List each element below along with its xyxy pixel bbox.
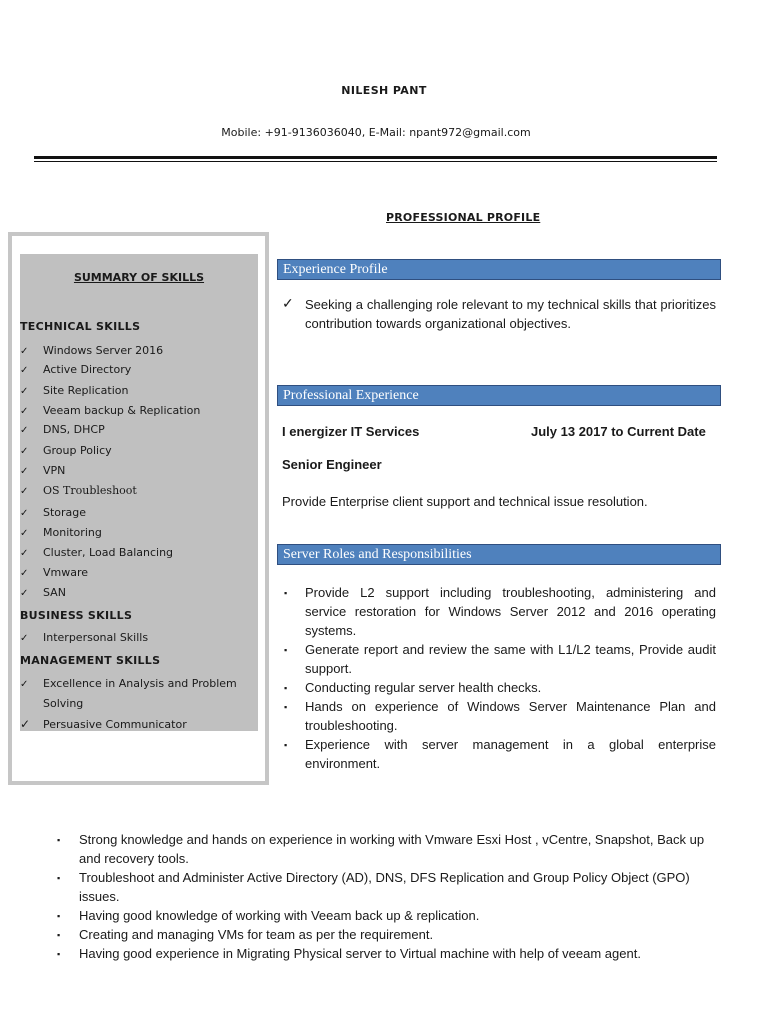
check-icon: ✓ bbox=[20, 365, 29, 376]
check-icon: ✓ bbox=[20, 486, 29, 497]
check-icon: ✓ bbox=[20, 679, 29, 690]
skill-item: ✓ Windows Server 2016 bbox=[20, 344, 164, 357]
bullet-icon: ▪ bbox=[57, 930, 61, 940]
responsibility-item: Provide L2 support including troubleshooting, administering and service restoration for Windows Server 2012 and 2016 operating systems. bbox=[305, 585, 716, 638]
skill-item: ✓ Excellence in Analysis and Problem bbox=[20, 677, 237, 690]
check-icon: ✓ bbox=[20, 528, 29, 539]
bullet-icon: ▪ bbox=[57, 835, 61, 845]
skill-item-continuation: Solving bbox=[43, 697, 84, 710]
responsibility-item: Hands on experience of Windows Server Maintenance Plan and troubleshooting. bbox=[305, 699, 716, 733]
skill-item: ✓ Monitoring bbox=[20, 526, 102, 539]
skill-item: ✓ Group Policy bbox=[20, 444, 112, 457]
experience-bullet: Strong knowledge and hands on experience in working with Vmware Esxi Host , vCentre, Snapshot, Back up and recovery tools. bbox=[79, 832, 705, 866]
candidate-name: NILESH PANT bbox=[341, 84, 427, 97]
bullet-icon: ▪ bbox=[284, 645, 288, 655]
skill-item: ✓ Vmware bbox=[20, 566, 89, 579]
employment-dates: July 13 2017 to Current Date bbox=[531, 424, 706, 439]
professional-experience-heading: Professional Experience bbox=[277, 385, 721, 406]
contact-line: Mobile: +91-9136036040, E-Mail: npant972@gmail.com bbox=[221, 126, 531, 139]
skill-item: ✓ DNS, DHCP bbox=[20, 423, 105, 436]
check-icon: ✓ bbox=[20, 406, 29, 417]
experience-bullet: Having good knowledge of working with Veeam back up & replication. bbox=[79, 908, 480, 923]
company-name: I energizer IT Services bbox=[282, 424, 420, 439]
skill-item: ✓ Veeam backup & Replication bbox=[20, 404, 201, 417]
skill-item: ✓ Active Directory bbox=[20, 363, 132, 376]
server-roles-heading: Server Roles and Responsibilities bbox=[277, 544, 721, 565]
responsibility-item: Generate report and review the same with L1/L2 teams, Provide audit support. bbox=[305, 642, 716, 676]
experience-bullet: Having good experience in Migrating Physical server to Virtual machine with help of veeam agent. bbox=[79, 946, 641, 961]
bullet-icon: ▪ bbox=[284, 588, 288, 598]
check-icon: ✓ bbox=[20, 548, 29, 559]
check-icon: ✓ bbox=[20, 508, 29, 519]
skill-item: ✓ OS Troubleshoot bbox=[20, 484, 137, 497]
header-rule-thick bbox=[34, 156, 717, 159]
experience-bullet: Troubleshoot and Administer Active Directory (AD), DNS, DFS Replication and Group Policy Object (GPO) issues. bbox=[79, 870, 690, 904]
check-icon: ✓ bbox=[20, 717, 31, 731]
bullet-icon: ▪ bbox=[57, 949, 61, 959]
check-icon: ✓ bbox=[20, 633, 29, 644]
bullet-icon: ▪ bbox=[57, 911, 61, 921]
check-icon: ✓ bbox=[20, 446, 29, 457]
bullet-icon: ▪ bbox=[284, 683, 288, 693]
check-icon: ✓ bbox=[20, 386, 29, 397]
check-icon: ✓ bbox=[20, 588, 29, 599]
check-icon: ✓ bbox=[20, 466, 29, 477]
check-icon: ✓ bbox=[20, 568, 29, 579]
bullet-icon: ▪ bbox=[284, 702, 288, 712]
technical-skills-title: TECHNICAL SKILLS bbox=[20, 320, 141, 333]
responsibility-item: Experience with server management in a global enterprise environment. bbox=[305, 737, 716, 771]
skill-item: ✓ SAN bbox=[20, 586, 66, 599]
bullet-icon: ▪ bbox=[57, 873, 61, 883]
experience-bullet: Creating and managing VMs for team as per the requirement. bbox=[79, 927, 434, 942]
skill-item: ✓ Site Replication bbox=[20, 384, 129, 397]
skill-item: ✓ Cluster, Load Balancing bbox=[20, 546, 174, 559]
responsibility-item: Conducting regular server health checks. bbox=[305, 680, 542, 695]
skill-item: ✓ VPN bbox=[20, 464, 66, 477]
job-title: Senior Engineer bbox=[282, 457, 382, 472]
job-summary: Provide Enterprise client support and technical issue resolution. bbox=[282, 494, 648, 509]
check-icon: ✓ bbox=[20, 425, 29, 436]
header-rule-thin bbox=[34, 161, 717, 162]
bullet-icon: ▪ bbox=[284, 740, 288, 750]
management-skills-title: MANAGEMENT SKILLS bbox=[20, 654, 161, 667]
experience-profile-heading: Experience Profile bbox=[277, 259, 721, 280]
skill-item: ✓ Storage bbox=[20, 506, 87, 519]
experience-profile-text: Seeking a challenging role relevant to my technical skills that prioritizes contribution towards organizational objectives. bbox=[305, 297, 716, 331]
skill-item: ✓ Interpersonal Skills bbox=[20, 631, 149, 644]
summary-of-skills-title: SUMMARY OF SKILLS bbox=[73, 271, 205, 284]
professional-profile-heading: PROFESSIONAL PROFILE bbox=[386, 211, 541, 224]
skill-item: ✓ Persuasive Communicator bbox=[20, 717, 187, 731]
check-icon: ✓ bbox=[20, 346, 29, 357]
check-icon: ✓ bbox=[282, 295, 294, 311]
business-skills-title: BUSINESS SKILLS bbox=[20, 609, 133, 622]
